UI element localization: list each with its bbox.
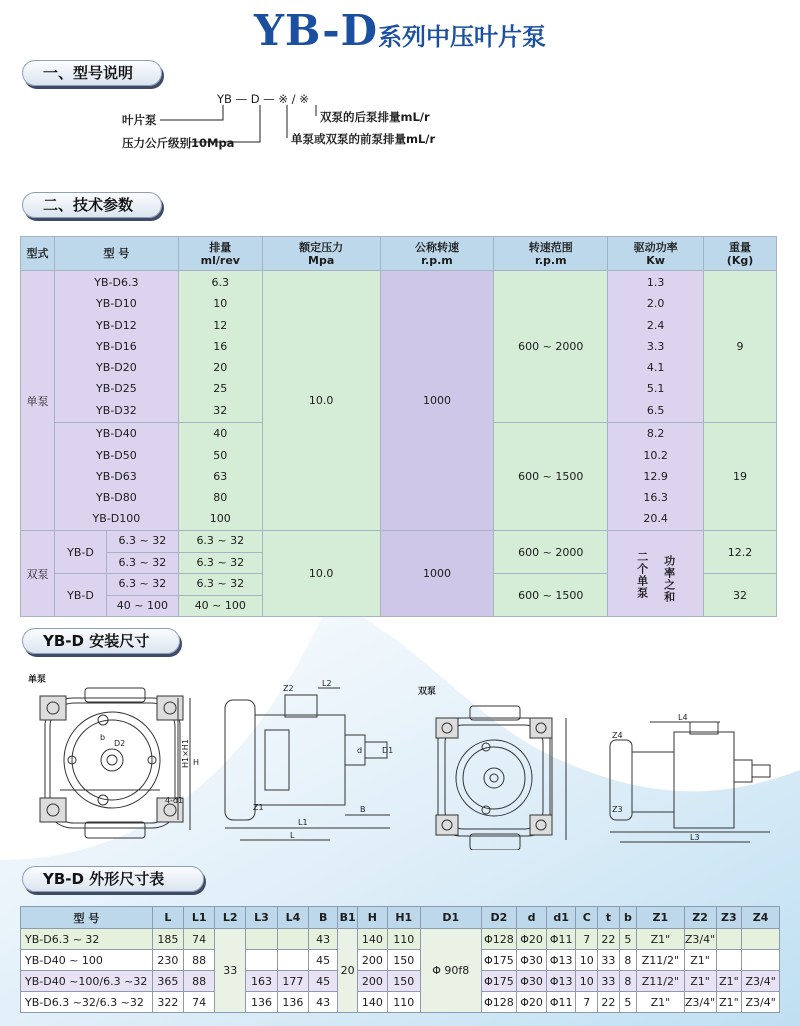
dims-cell: 45 — [309, 971, 338, 992]
dims-header: d — [517, 907, 547, 929]
double-model-b — [54, 574, 178, 617]
disp-cell: 80 — [213, 491, 228, 505]
double-power — [608, 531, 704, 617]
section-model-heading: 一、型号说明 — [22, 60, 162, 86]
dims-cell-B1-merged: 20 — [338, 929, 358, 1013]
dims-header: t — [598, 907, 620, 929]
double-type-label: 双泵 — [21, 531, 55, 617]
dims-cell: 7 — [576, 929, 598, 950]
dims-row — [21, 992, 780, 1013]
section-dims-heading: YB-D 外形尺寸表 — [22, 866, 204, 892]
install-single-label: 单泵 — [28, 675, 47, 685]
dims-header: D2 — [481, 907, 517, 929]
disp-cell: 12 — [213, 318, 228, 332]
dims-cell: Z3/4" — [742, 971, 780, 992]
double-rear-cell: 6.3 ~ 32 — [179, 531, 262, 553]
section-params-heading: 二、技术参数 — [22, 192, 162, 218]
dims-cell — [716, 950, 742, 971]
dims-cell: 5 — [619, 992, 636, 1013]
power-cell: 20.4 — [643, 512, 668, 526]
dims-cell: Φ11 — [546, 929, 576, 950]
title-sub: 系列中压叶片泵 — [378, 23, 547, 51]
title-main: YB-D — [253, 6, 379, 55]
model-cell: YB-D63 — [96, 469, 137, 483]
power-cell: 12.9 — [643, 469, 668, 483]
dims-header: b — [619, 907, 636, 929]
dims-header: Z4 — [742, 907, 780, 929]
install-drawing-svg — [0, 660, 800, 850]
label-pressure-grade: 压力公斤级别10Mpa — [122, 136, 235, 150]
single-models-a — [54, 271, 178, 423]
single-models-b — [54, 423, 178, 531]
dims-cell: 110 — [387, 992, 420, 1013]
double-model-name: YB-D — [55, 574, 107, 616]
double-weight-a: 12.2 — [704, 531, 777, 574]
dims-cell: 10 — [576, 950, 598, 971]
dims-cell: 45 — [309, 950, 338, 971]
dims-cell: 177 — [277, 971, 308, 992]
dims-header: D1 — [420, 907, 481, 929]
power-cell: 1.3 — [646, 275, 665, 289]
dim-label-L1: L1 — [298, 818, 308, 827]
power-cell: 4.1 — [646, 361, 665, 375]
double-speed: 1000 — [380, 531, 494, 617]
dims-row — [21, 950, 780, 971]
single-range-a: 600 ~ 2000 — [494, 271, 608, 423]
install-double-label: 双泵 — [418, 687, 437, 697]
dims-cell — [716, 929, 742, 950]
dims-cell: 140 — [358, 992, 388, 1013]
model-cell: YB-D32 — [96, 403, 137, 417]
dims-cell: 43 — [309, 929, 338, 950]
dims-cell: 22 — [598, 992, 620, 1013]
dims-cell: Φ11 — [546, 992, 576, 1013]
dims-cell: Φ13 — [546, 971, 576, 992]
power-cell: 2.0 — [646, 297, 665, 311]
params-header-speed: 公称转速 r.p.m — [380, 237, 494, 271]
dims-cell: Z1" — [716, 971, 742, 992]
dims-cell: 200 — [358, 950, 388, 971]
dims-cell: Φ20 — [517, 929, 547, 950]
dim-label-L3: L3 — [690, 833, 700, 842]
dims-header: Z3 — [716, 907, 742, 929]
double-power-right: 功率之和 — [662, 554, 676, 603]
dim-label-d: d — [357, 746, 363, 755]
dims-cell: Φ175 — [481, 971, 517, 992]
dims-cell: Z1" — [684, 971, 716, 992]
disp-cell: 16 — [213, 339, 228, 353]
single-power-b — [608, 423, 704, 531]
disp-cell: 63 — [213, 469, 228, 483]
dims-cell: Z11/2" — [637, 950, 684, 971]
double-rear-a — [178, 531, 262, 574]
dims-cell: 74 — [184, 929, 215, 950]
dims-cell: Φ128 — [481, 929, 517, 950]
install-drawings — [0, 660, 800, 850]
model-cell: YB-D6.3 — [94, 275, 139, 289]
dims-cell: 200 — [358, 971, 388, 992]
double-range-b: 600 ~ 1500 — [494, 574, 608, 617]
model-cell: YB-D100 — [92, 512, 141, 526]
dims-header: Z1 — [637, 907, 684, 929]
dims-cell: Z3/4" — [742, 992, 780, 1013]
double-rear-cell: 40 ~ 100 — [194, 598, 246, 612]
dim-label-D1: D1 — [382, 746, 394, 755]
dims-cell: 185 — [152, 929, 183, 950]
dims-cell: Z3/4" — [684, 992, 716, 1013]
double-model-a — [54, 531, 178, 574]
dims-cell: 230 — [152, 950, 183, 971]
dims-cell — [742, 950, 780, 971]
disp-cell: 50 — [213, 448, 228, 462]
dims-header: B — [309, 907, 338, 929]
double-front-cell: 6.3 ~ 32 — [107, 531, 178, 553]
dims-header: C — [576, 907, 598, 929]
double-model-name: YB-D — [55, 531, 107, 573]
dims-cell: 140 — [358, 929, 388, 950]
dims-cell: 8 — [619, 950, 636, 971]
single-range-b: 600 ~ 1500 — [494, 423, 608, 531]
params-header-model: 型 号 — [54, 237, 178, 271]
dims-header: L1 — [184, 907, 215, 929]
dims-cell: Φ128 — [481, 992, 517, 1013]
dims-cell: Φ175 — [481, 950, 517, 971]
params-header-type: 型式 — [21, 237, 55, 271]
double-power-left: 二个单泵 — [635, 550, 649, 599]
model-cell: YB-D25 — [96, 382, 137, 396]
dims-cell-model: YB-D40 ~100/6.3 ~32 — [21, 971, 153, 992]
dims-header: L4 — [277, 907, 308, 929]
single-displacement-b — [178, 423, 262, 531]
model-cell: YB-D40 — [96, 427, 137, 441]
dims-cell — [246, 950, 277, 971]
params-table — [20, 236, 777, 617]
dim-label-Z4: Z4 — [612, 731, 623, 740]
double-front-cell: 6.3 ~ 32 — [118, 555, 167, 569]
disp-cell: 10 — [213, 297, 228, 311]
dims-header-row — [21, 907, 780, 929]
model-cell: YB-D50 — [96, 448, 137, 462]
dims-cell: 22 — [598, 929, 620, 950]
double-pressure: 10.0 — [262, 531, 380, 617]
dim-label-Z3: Z3 — [612, 805, 623, 814]
dims-header: H1 — [387, 907, 420, 929]
dim-label-L: L — [290, 831, 295, 840]
single-type-label: 单泵 — [21, 271, 55, 531]
dims-cell: 150 — [387, 971, 420, 992]
single-pressure: 10.0 — [262, 271, 380, 531]
dims-cell: Φ13 — [546, 950, 576, 971]
power-cell: 3.3 — [646, 339, 665, 353]
dims-header: H — [358, 907, 388, 929]
section-install-heading: YB-D 安装尺寸 — [22, 628, 180, 654]
dims-cell: 365 — [152, 971, 183, 992]
params-header-row — [21, 237, 777, 271]
label-rear-displacement: 双泵的后泵排量mL/r — [320, 110, 430, 124]
dims-cell: Z1" — [637, 929, 684, 950]
model-cell: YB-D12 — [96, 318, 137, 332]
params-header-displacement: 排量 ml/rev — [178, 237, 262, 271]
dims-cell: Z11/2" — [637, 971, 684, 992]
double-weight-b: 32 — [704, 574, 777, 617]
dims-header: B1 — [338, 907, 358, 929]
dims-header: L3 — [246, 907, 277, 929]
dims-cell: Z1" — [637, 992, 684, 1013]
dim-label-Z2: Z2 — [283, 684, 294, 693]
page-title — [0, 6, 800, 55]
disp-cell: 40 — [213, 427, 228, 441]
double-side-view — [610, 722, 770, 842]
single-weight-b: 19 — [704, 423, 777, 531]
dim-label-Z1: Z1 — [253, 803, 264, 812]
dims-cell: Z1" — [684, 950, 716, 971]
dims-cell — [277, 929, 308, 950]
dims-cell-model: YB-D6.3 ~32/6.3 ~32 — [21, 992, 153, 1013]
dims-cell-model: YB-D40 ~ 100 — [21, 950, 153, 971]
disp-cell: 100 — [209, 512, 231, 526]
disp-cell: 25 — [213, 382, 228, 396]
dims-header: 型 号 — [21, 907, 153, 929]
dims-cell: Φ20 — [517, 992, 547, 1013]
dim-label-b: b — [100, 733, 106, 742]
model-cell: YB-D20 — [96, 361, 137, 375]
double-front-cell: 40 ~ 100 — [116, 598, 168, 612]
power-cell: 10.2 — [643, 448, 668, 462]
dims-cell: 136 — [246, 992, 277, 1013]
dims-cell: 33 — [598, 950, 620, 971]
dim-label-H: H — [193, 758, 200, 767]
single-speed: 1000 — [380, 271, 494, 531]
dims-cell: Z3/4" — [684, 929, 716, 950]
dims-header: L2 — [215, 907, 246, 929]
model-explanation-lines — [120, 90, 500, 170]
params-header-range: 转速范围 r.p.m — [494, 237, 608, 271]
dims-header: L — [152, 907, 183, 929]
double-front-view — [436, 706, 566, 850]
params-header-weight: 重量 (Kg) — [704, 237, 777, 271]
dims-cell: 163 — [246, 971, 277, 992]
dims-cell — [742, 929, 780, 950]
dim-label-H1: H1×H1 — [181, 739, 190, 768]
model-explanation — [120, 90, 500, 170]
dims-cell: 10 — [576, 971, 598, 992]
disp-cell: 20 — [213, 361, 228, 375]
single-power-a — [608, 271, 704, 423]
power-cell: 5.1 — [646, 382, 665, 396]
label-vane-pump: 叶片泵 — [122, 113, 157, 127]
model-cell: YB-D10 — [96, 297, 137, 311]
power-cell: 6.5 — [646, 403, 665, 417]
dim-label-L2: L2 — [322, 679, 332, 688]
dims-header: Z2 — [684, 907, 716, 929]
dims-cell: 322 — [152, 992, 183, 1013]
dims-cell — [246, 929, 277, 950]
power-cell: 16.3 — [643, 491, 668, 505]
dims-cell: 8 — [619, 971, 636, 992]
dims-cell: Z1" — [716, 992, 742, 1013]
dims-cell-D1-merged: Φ 90f8 — [420, 929, 481, 1013]
double-rear-b — [178, 574, 262, 617]
dims-cell — [277, 950, 308, 971]
dims-cell-model: YB-D6.3 ~ 32 — [21, 929, 153, 950]
dims-cell: 88 — [184, 950, 215, 971]
double-front-cell: 6.3 ~ 32 — [107, 574, 178, 596]
power-cell: 8.2 — [646, 427, 665, 441]
model-code: YB — D — ※ / ※ — [217, 92, 309, 106]
dim-label-4d1: 4-d1 — [165, 796, 184, 805]
disp-cell: 32 — [213, 403, 228, 417]
dims-cell: 5 — [619, 929, 636, 950]
dims-cell: 7 — [576, 992, 598, 1013]
double-rear-cell: 6.3 ~ 32 — [196, 555, 245, 569]
dims-cell: Φ30 — [517, 971, 547, 992]
dims-cell: Φ30 — [517, 950, 547, 971]
power-cell: 2.4 — [646, 318, 665, 332]
params-header-pressure: 额定压力 Mpa — [262, 237, 380, 271]
dim-label-B: B — [360, 805, 366, 814]
dims-cell: 150 — [387, 950, 420, 971]
model-cell: YB-D80 — [96, 491, 137, 505]
dims-cell-L2-merged: 33 — [215, 929, 246, 1013]
single-weight-a: 9 — [704, 271, 777, 423]
dims-table — [20, 906, 780, 1013]
dims-row — [21, 929, 780, 950]
dims-cell: 136 — [277, 992, 308, 1013]
single-displacement-a — [178, 271, 262, 423]
model-cell: YB-D16 — [96, 339, 137, 353]
single-front-view — [40, 688, 190, 838]
label-front-displacement: 单泵或双泵的前泵排量mL/r — [291, 132, 436, 146]
dims-cell: 88 — [184, 971, 215, 992]
dims-row — [21, 971, 780, 992]
double-range-a: 600 ~ 2000 — [494, 531, 608, 574]
dims-header: d1 — [546, 907, 576, 929]
dim-label-L4: L4 — [678, 713, 688, 722]
dims-cell: 33 — [598, 971, 620, 992]
dim-label-D2: D2 — [114, 739, 126, 748]
disp-cell: 6.3 — [211, 275, 230, 289]
dims-cell: 110 — [387, 929, 420, 950]
params-header-power: 驱动功率 Kw — [608, 237, 704, 271]
dims-cell: 43 — [309, 992, 338, 1013]
double-rear-cell: 6.3 ~ 32 — [179, 574, 262, 596]
dims-cell: 74 — [184, 992, 215, 1013]
